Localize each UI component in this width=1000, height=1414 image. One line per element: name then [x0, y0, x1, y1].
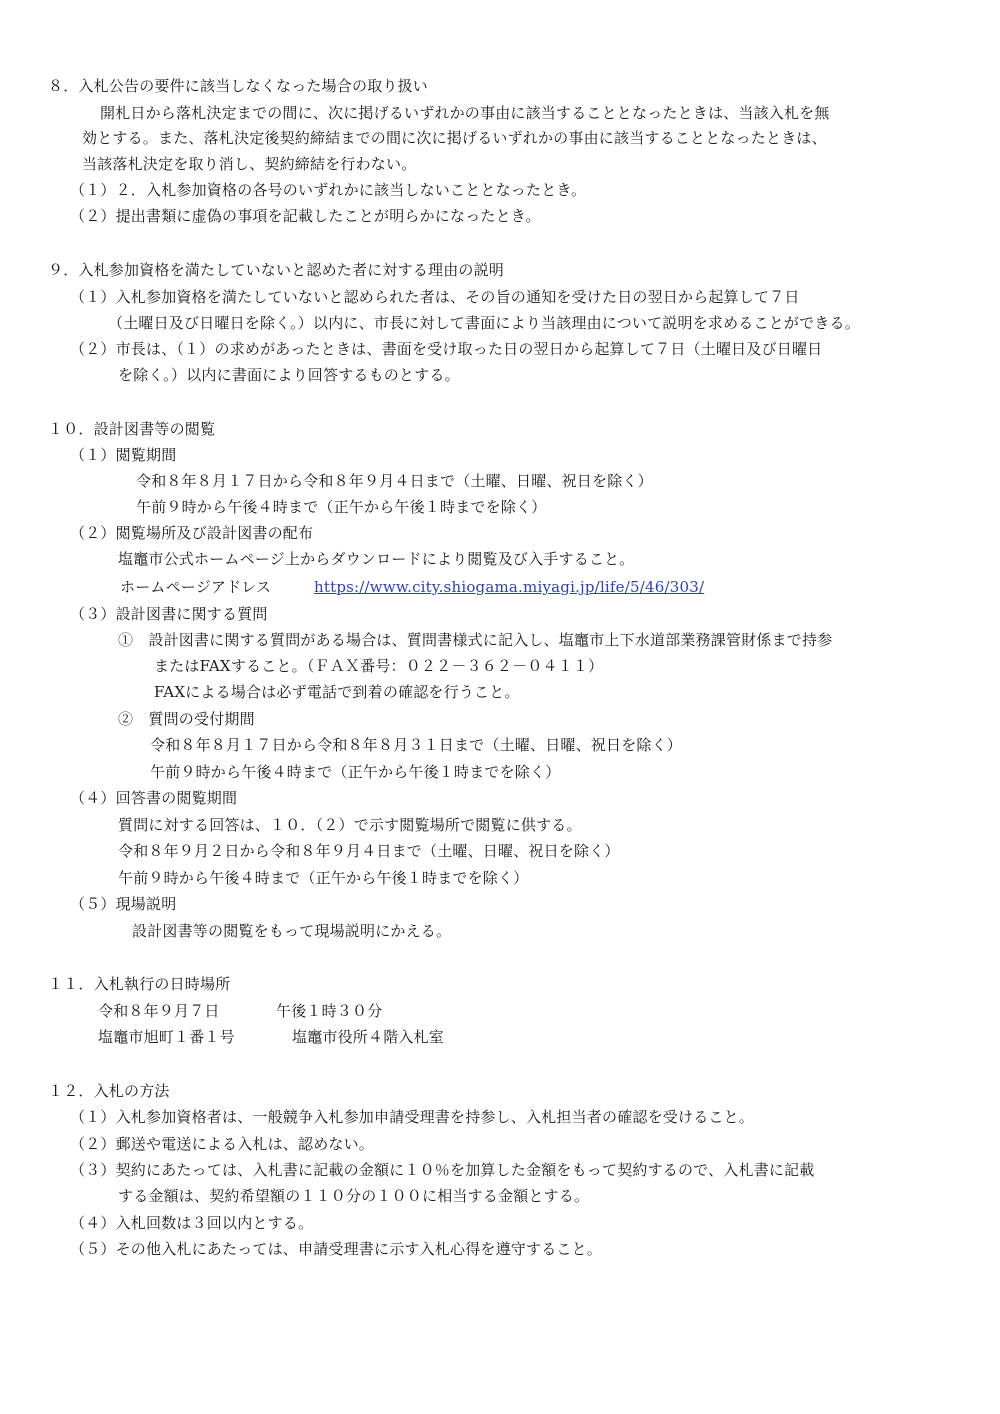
bid-address: 塩竈市旭町１番１号 [98, 1028, 235, 1046]
section-9-item-1-line1: （１）入札参加資格を満たしていないと認められた者は、その旨の通知を受けた日の翌日から起算して７日 [70, 288, 800, 306]
section-10-item-1: （１）閲覧期間 [70, 446, 177, 464]
section-10-item-3: （３）設計図書に関する質問 [70, 605, 268, 623]
section-10-item-4: （４）回答書の閲覧期間 [70, 789, 238, 807]
section-12-heading: １２．入札の方法 [48, 1082, 170, 1100]
section-10-item-4-text: 質問に対する回答は、１０．（２）で示す閲覧場所で閲覧に供する。 [118, 816, 582, 834]
section-10-item-4-dates: 令和８年９月２日から令和８年９月４日まで（土曜、日曜、祝日を除く） [118, 842, 620, 860]
section-9-heading: ９．入札参加資格を満たしていないと認めた者に対する理由の説明 [48, 261, 505, 279]
section-10-item-5: （５）現場説明 [70, 895, 177, 913]
section-12-item-4: （４）入札回数は３回以内とする。 [70, 1214, 314, 1232]
section-10-item-1-hours: 午前９時から午後４時まで（正午から午後１時までを除く） [136, 498, 547, 516]
section-10-item-2-text: 塩竈市公式ホームページ上からダウンロードにより閲覧及び入手すること。 [118, 550, 635, 568]
section-12-item-3-line1: （３）契約にあたっては、入札書に記載の金額に１０％を加算した金額をもって契約するので、入札書に記載 [70, 1161, 815, 1179]
section-8-paragraph-line3: 当該落札決定を取り消し、契約締結を行わない。 [82, 155, 417, 173]
section-8-item-1: （１）２．入札参加資格の各号のいずれかに該当しないこととなったとき。 [70, 181, 587, 199]
section-12-item-2: （２）郵送や電送による入札は、認めない。 [70, 1135, 375, 1153]
section-10-item-3-sub1-line1: ① 設計図書に関する質問がある場合は、質問書様式に記入し、塩竈市上下水道部業務課管財係まで持参 [118, 631, 833, 649]
section-10-item-3-sub2-hours: 午前９時から午後４時まで（正午から午後１時までを除く） [150, 763, 561, 781]
section-8-heading: ８．入札公告の要件に該当しなくなった場合の取り扱い [48, 77, 429, 95]
section-12-item-3-line2: する金額は、契約希望額の１１０分の１００に相当する金額とする。 [118, 1187, 590, 1205]
bid-time: 午後１時３０分 [276, 1002, 383, 1020]
homepage-address-link[interactable]: https://www.city.shiogama.miyagi.jp/life/5/46/303/ [314, 578, 705, 596]
section-8-paragraph-line1: 開札日から落札決定までの間に、次に掲げるいずれかの事由に該当することとなったときは、当該入札を無 [100, 104, 830, 122]
section-9-item-2-line1: （２）市長は、（１）の求めがあったときは、書面を受け取った日の翌日から起算して７日（土曜日及び日曜日 [70, 340, 823, 358]
bid-date: 令和８年９月７日 [98, 1002, 220, 1020]
section-10-item-3-sub2: ② 質問の受付期間 [118, 710, 255, 728]
section-10-item-3-sub2-dates: 令和８年８月１７日から令和８年８月３１日まで（土曜、日曜、祝日を除く） [150, 736, 683, 754]
section-12-item-1: （１）入札参加資格者は、一般競争入札参加申請受理書を持参し、入札担当者の確認を受けること。 [70, 1108, 755, 1126]
section-10-heading: １０．設計図書等の閲覧 [48, 420, 216, 438]
section-9-item-1-line2: （土曜日及び日曜日を除く。）以内に、市長に対して書面により当該理由について説明を求めることができる。 [108, 314, 860, 332]
homepage-address-label: ホームページアドレス [120, 578, 272, 596]
section-12-item-5: （５）その他入札にあたっては、申請受理書に示す入札心得を遵守すること。 [70, 1240, 603, 1258]
section-10-item-2: （２）閲覧場所及び設計図書の配布 [70, 524, 314, 542]
section-10-item-1-dates: 令和８年８月１７日から令和８年９月４日まで（土曜、日曜、祝日を除く） [136, 472, 653, 490]
section-8-item-2: （２）提出書類に虚偽の事項を記載したことが明らかになったとき。 [70, 207, 541, 225]
section-10-item-3-sub1-line2: またはFAXすること。（ＦＡＸ番号：０２２－３６２－０４１１） [154, 657, 604, 675]
section-10-item-3-sub1-line3: FAXによる場合は必ず電話で到着の確認を行うこと。 [154, 683, 520, 701]
section-10-item-4-hours: 午前９時から午後４時まで（正午から午後１時までを除く） [118, 869, 529, 887]
section-10-item-5-text: 設計図書等の閲覧をもって現場説明にかえる。 [132, 922, 452, 940]
bid-place: 塩竈市役所４階入札室 [292, 1028, 445, 1046]
section-9-item-2-line2: を除く。）以内に書面により回答するものとする。 [118, 366, 460, 384]
section-11-heading: １１．入札執行の日時場所 [48, 975, 231, 993]
section-8-paragraph-line2: 効とする。また、落札決定後契約締結までの間に次に掲げるいずれかの事由に該当することとなったときは、 [82, 129, 827, 147]
